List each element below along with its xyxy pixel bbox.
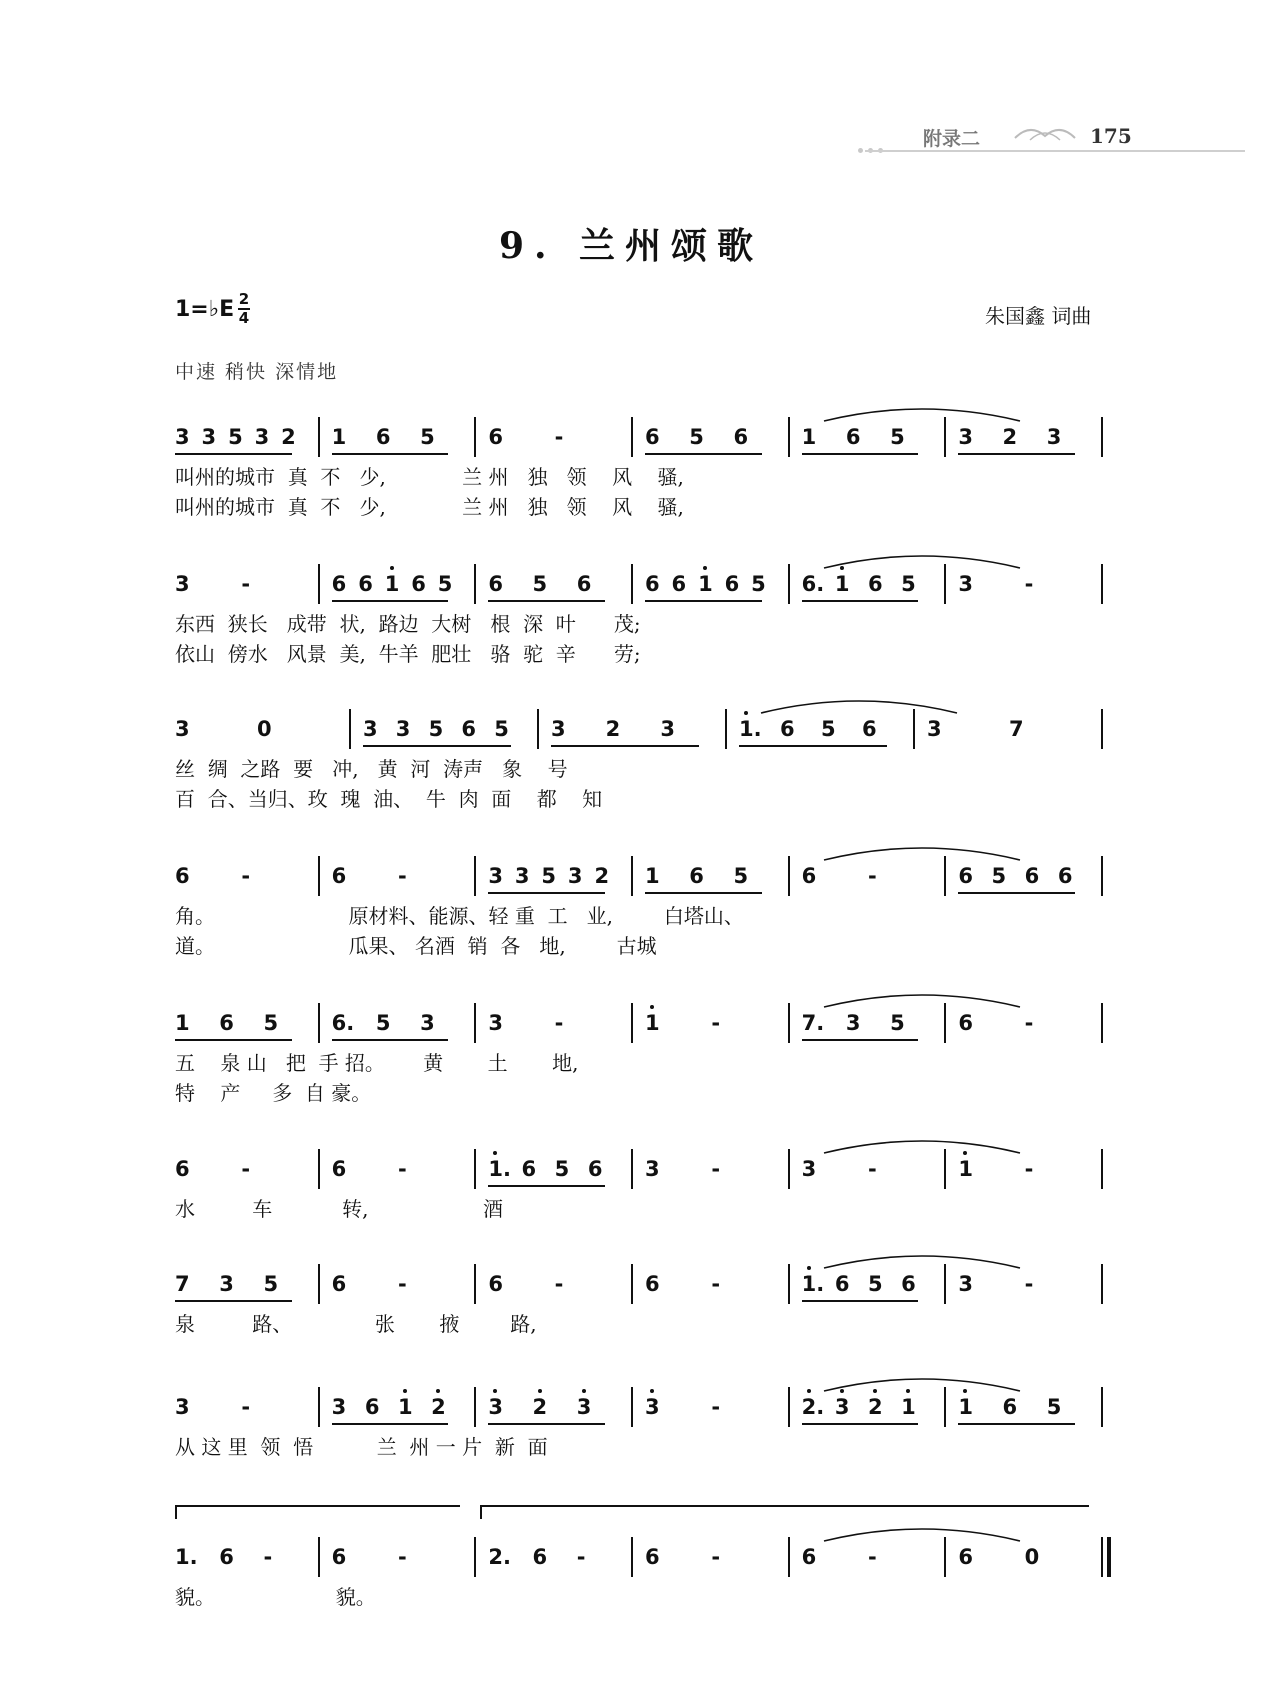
note: 6 [868,572,883,596]
note: 6 [411,572,426,596]
note: 1 [398,1395,413,1419]
note: 6 [645,572,660,596]
lyrics-verse-1: 泉 路、 张 掖 路, [175,1312,537,1336]
note: 6 [488,572,503,596]
beam [488,600,605,602]
note: 5 [868,1272,883,1296]
beam [175,1300,292,1302]
note: 6 [780,717,795,741]
beam [175,453,292,455]
note: 2 [1002,425,1018,449]
note: 3 [645,1395,660,1419]
ornament-icon [1010,118,1080,148]
bar-line [1101,1387,1103,1427]
bar-line [631,1387,633,1427]
note: 6 [364,1395,380,1419]
note: - [711,1272,721,1296]
page-number: 175 [1090,124,1132,148]
beam [958,453,1075,455]
note: 6 [671,572,687,596]
beam [488,1185,605,1187]
beam [958,1423,1075,1425]
note: - [554,1011,564,1035]
high-octave-dot [650,1389,654,1393]
bar-line [944,1537,946,1577]
note: - [241,572,251,596]
bar-line [318,1264,320,1304]
bar-line [944,1003,946,1043]
bar-line [631,1264,633,1304]
bar-line [944,1149,946,1189]
note: 0 [257,717,272,741]
note: 1 [384,572,400,596]
note: 1 [901,1395,916,1419]
note: - [868,864,877,888]
note: 3 [834,1395,850,1419]
note: 1 [801,425,817,449]
score-line [0,572,1262,712]
beam [739,745,887,747]
lyrics-verse-1: 叫州的城市 真 不 少, 兰 州 独 领 风 骚, [175,465,684,489]
note: 6 [331,1545,347,1569]
note: 3 [331,1395,347,1419]
time-sig-top: 2 [238,290,250,308]
note: 2 [605,717,621,741]
note: 5 [375,1011,391,1035]
bar-line [1101,709,1103,749]
bar-line [788,1149,790,1189]
note: 3 [845,1011,861,1035]
note: 5 [532,572,548,596]
note: 6 [219,1545,234,1569]
bar-line [318,1149,320,1189]
note: 6 [862,717,877,741]
note: 3 [175,1395,190,1419]
beam [332,1423,449,1425]
slur [822,1523,1022,1543]
beam [802,1423,919,1425]
note: - [398,1545,407,1569]
note: 6 [461,717,477,741]
high-octave-dot [390,566,394,570]
score-line [0,425,1262,565]
note: 7. [801,1011,825,1035]
note: 1 [331,425,347,449]
note: - [1024,1157,1034,1181]
score-line [0,717,1262,857]
note: 3 [219,1272,234,1296]
slur [759,695,959,715]
high-octave-dot [807,1266,811,1270]
bar-line [318,856,320,896]
high-octave-dot [703,566,707,570]
note: 3 [175,572,190,596]
beam [645,600,762,602]
high-octave-dot [650,1005,654,1009]
bar-line [631,1003,633,1043]
note: 6 [645,425,660,449]
song-title: 9. 兰州颂歌 [498,225,764,267]
note: 2. [801,1395,825,1419]
note: 6 [645,1545,660,1569]
header-dot [858,148,863,153]
note: 6 [958,864,973,888]
note: - [576,1545,586,1569]
lyrics-verse-2: 道。 瓜果、 名酒 销 各 地, 古城 [175,934,657,958]
bar-line [944,564,946,604]
note: 5 [751,572,766,596]
note: 3 [958,425,973,449]
note: - [398,864,407,888]
note: 5 [1046,1395,1062,1419]
beam [802,1039,919,1041]
note: 3 [363,717,378,741]
note: - [1024,1272,1034,1296]
bar-line [788,1537,790,1577]
note: 6 [331,864,347,888]
bar-line [788,564,790,604]
bar-line [318,417,320,457]
note: 3 [514,864,530,888]
note: 3 [660,717,675,741]
note: - [1024,1011,1034,1035]
slur [822,403,1022,423]
section-label: 附录二 [923,128,981,150]
bar-line [631,1537,633,1577]
note: - [398,1157,407,1181]
note: 5 [420,425,435,449]
bar-line [1101,856,1103,896]
beam [363,745,511,747]
high-octave-dot [538,1389,542,1393]
beam [175,1039,292,1041]
note: 6 [587,1157,603,1181]
volta-1-bracket [175,1505,460,1519]
bar-line [631,417,633,457]
note: 6 [801,1545,817,1569]
beam [802,453,919,455]
note: - [711,1011,721,1035]
high-octave-dot [403,1389,407,1393]
note: 2 [868,1395,883,1419]
bar-line [1101,1264,1103,1304]
bar-line [788,856,790,896]
note: 5 [541,864,557,888]
high-octave-dot [582,1389,586,1393]
note: 1 [645,864,660,888]
beam [802,1300,919,1302]
note: 6 [845,425,861,449]
high-octave-dot [493,1151,497,1155]
slur [822,1135,1022,1155]
note: 3 [1046,425,1062,449]
note: 2 [281,425,296,449]
note: 2 [431,1395,446,1419]
time-signature [238,292,250,326]
slur [822,1250,1022,1270]
bar-line [474,417,476,457]
bar-line [318,1003,320,1043]
note: 1. [801,1272,825,1296]
note: - [263,1545,273,1569]
note: 6 [331,572,347,596]
bar-line [1101,1149,1103,1189]
slur [822,989,1022,1009]
bar-line [474,1387,476,1427]
bar-line [318,1387,320,1427]
note: 5 [263,1011,279,1035]
note: 6 [834,1272,850,1296]
note: 1 [175,1011,190,1035]
note: 6 [331,1272,347,1296]
beam [488,1423,605,1425]
note: 1 [958,1395,973,1419]
beam [488,892,605,894]
note: 5 [554,1157,570,1181]
note: 6 [958,1545,973,1569]
bar-line [944,1264,946,1304]
note: 0 [1024,1545,1040,1569]
bar-line [725,709,727,749]
note: 5 [263,1272,279,1296]
note: 6 [645,1272,660,1296]
note: 1 [958,1157,973,1181]
note: - [868,1157,877,1181]
note: 6 [733,425,749,449]
bar-line [1101,1537,1103,1577]
note: 6 [521,1157,537,1181]
bar-line [631,856,633,896]
lyrics-verse-1: 五 泉 山 把 手 招。 黄 土 地, [175,1051,579,1075]
note: 6 [532,1545,548,1569]
note: 5 [428,717,444,741]
note: 6. [801,572,825,596]
note: 6 [375,425,391,449]
note: 5 [901,572,916,596]
note: - [554,425,564,449]
beam [645,453,762,455]
note: 6 [331,1157,347,1181]
bar-line [788,417,790,457]
bar-line [631,564,633,604]
final-bar-line [1107,1537,1111,1577]
bar-line [349,709,351,749]
bar-line [944,1387,946,1427]
note: 5 [890,425,905,449]
lyrics-verse-1: 东西 狭长 成带 状, 路边 大树 根 深 叶 茂; [175,612,641,636]
note: - [241,1395,251,1419]
note: 3 [551,717,566,741]
key-signature: 1=♭E [175,297,235,322]
bar-line [1101,564,1103,604]
lyrics-verse-1: 丝 绸 之路 要 冲, 黄 河 涛声 象 号 [175,757,568,781]
bar-line [788,1003,790,1043]
bar-line [788,1264,790,1304]
bar-line [318,1537,320,1577]
note: 6 [801,864,817,888]
note: - [554,1272,564,1296]
note: 6 [901,1272,916,1296]
high-octave-dot [807,1389,811,1393]
note: - [241,1157,251,1181]
composer-credit: 朱国鑫 词曲 [985,304,1092,328]
header-rule [865,150,1245,152]
bar-line [474,1537,476,1577]
lyrics-verse-1: 角。 原材料、能源、轻 重 工 业, 白塔山、 [175,904,744,928]
note: 3 [395,717,411,741]
score-line [0,1545,1262,1685]
note: 3 [488,1011,503,1035]
bar-line [631,1149,633,1189]
beam [958,892,1075,894]
note: 1. [175,1545,198,1569]
slur [822,842,1022,862]
note: 6. [331,1011,355,1035]
score-line [0,1011,1262,1151]
note: 6 [488,425,503,449]
note: 3 [927,717,942,741]
note: 6 [175,864,190,888]
bar-line [474,1003,476,1043]
beam [332,1039,449,1041]
lyrics-verse-2: 特 产 多 自 豪。 [175,1081,372,1105]
note: 7 [1009,717,1024,741]
note: 5 [733,864,749,888]
note: 3 [801,1157,817,1181]
beam [332,600,449,602]
note: 5 [228,425,243,449]
note: - [241,864,251,888]
note: 6 [689,864,704,888]
note: - [711,1395,721,1419]
note: - [398,1272,407,1296]
note: 6 [488,1272,503,1296]
lyrics-verse-2: 叫州的城市 真 不 少, 兰 州 独 领 风 骚, [175,495,684,519]
slur [822,550,1022,570]
note: 3 [201,425,217,449]
bar-line [913,709,915,749]
note: 7 [175,1272,190,1296]
tempo-marking: 中速 稍快 深情地 [175,361,339,383]
note: 3 [175,425,190,449]
score-line [0,864,1262,1004]
note: 3 [175,717,190,741]
note: 5 [689,425,704,449]
note: 5 [821,717,836,741]
note: 3 [488,864,503,888]
bar-line [1101,417,1103,457]
note: - [711,1157,721,1181]
note: 6 [358,572,373,596]
volta-2-bracket [480,1505,1089,1519]
note: 6 [1057,864,1073,888]
note: 5 [494,717,509,741]
note: 1 [834,572,850,596]
note: - [868,1545,877,1569]
note: 3 [488,1395,503,1419]
bar-line [474,856,476,896]
bar-line [944,417,946,457]
note: 6 [219,1011,234,1035]
note: 3 [645,1157,660,1181]
note: 3 [420,1011,435,1035]
note: 5 [437,572,453,596]
bar-line [944,856,946,896]
note: 5 [890,1011,905,1035]
note: 2 [532,1395,548,1419]
note: 5 [991,864,1007,888]
bar-line [1101,1003,1103,1043]
beam [645,892,762,894]
bar-line [318,564,320,604]
bar-line [474,1264,476,1304]
note: 6 [576,572,592,596]
note: 6 [175,1157,190,1181]
note: 2 [594,864,610,888]
bar-line [474,564,476,604]
note: 1 [645,1011,660,1035]
beam [332,453,449,455]
bar-line [474,1149,476,1189]
note: 6 [958,1011,973,1035]
note: 1. [739,717,762,741]
high-octave-dot [744,711,748,715]
note: - [1024,572,1034,596]
lyrics-verse-2: 百 合、当归、玫 瑰 油、 牛 肉 面 都 知 [175,787,603,811]
note: - [711,1545,721,1569]
bar-line [788,1387,790,1427]
note: 3 [958,1272,973,1296]
note: 6 [1024,864,1040,888]
lyrics-verse-1: 水 车 转, 酒 [175,1197,503,1221]
time-sig-bottom: 4 [238,309,250,327]
note: 3 [567,864,583,888]
note: 1 [698,572,713,596]
slur [822,1373,1022,1393]
lyrics-verse-1: 从 这 里 领 悟 兰 州 一 片 新 面 [175,1435,548,1459]
note: 2. [488,1545,511,1569]
note: 3 [958,572,973,596]
bar-line [537,709,539,749]
note: 3 [576,1395,592,1419]
lyrics-verse-2: 依山 傍水 风景 美, 牛羊 肥壮 骆 驼 辛 劳; [175,642,641,666]
note: 6 [724,572,740,596]
beam [551,745,699,747]
lyrics-verse-1: 貌。 貌。 [175,1585,376,1609]
beam [802,600,919,602]
note: 6 [1002,1395,1018,1419]
note: 1. [488,1157,511,1181]
note: 3 [254,425,270,449]
